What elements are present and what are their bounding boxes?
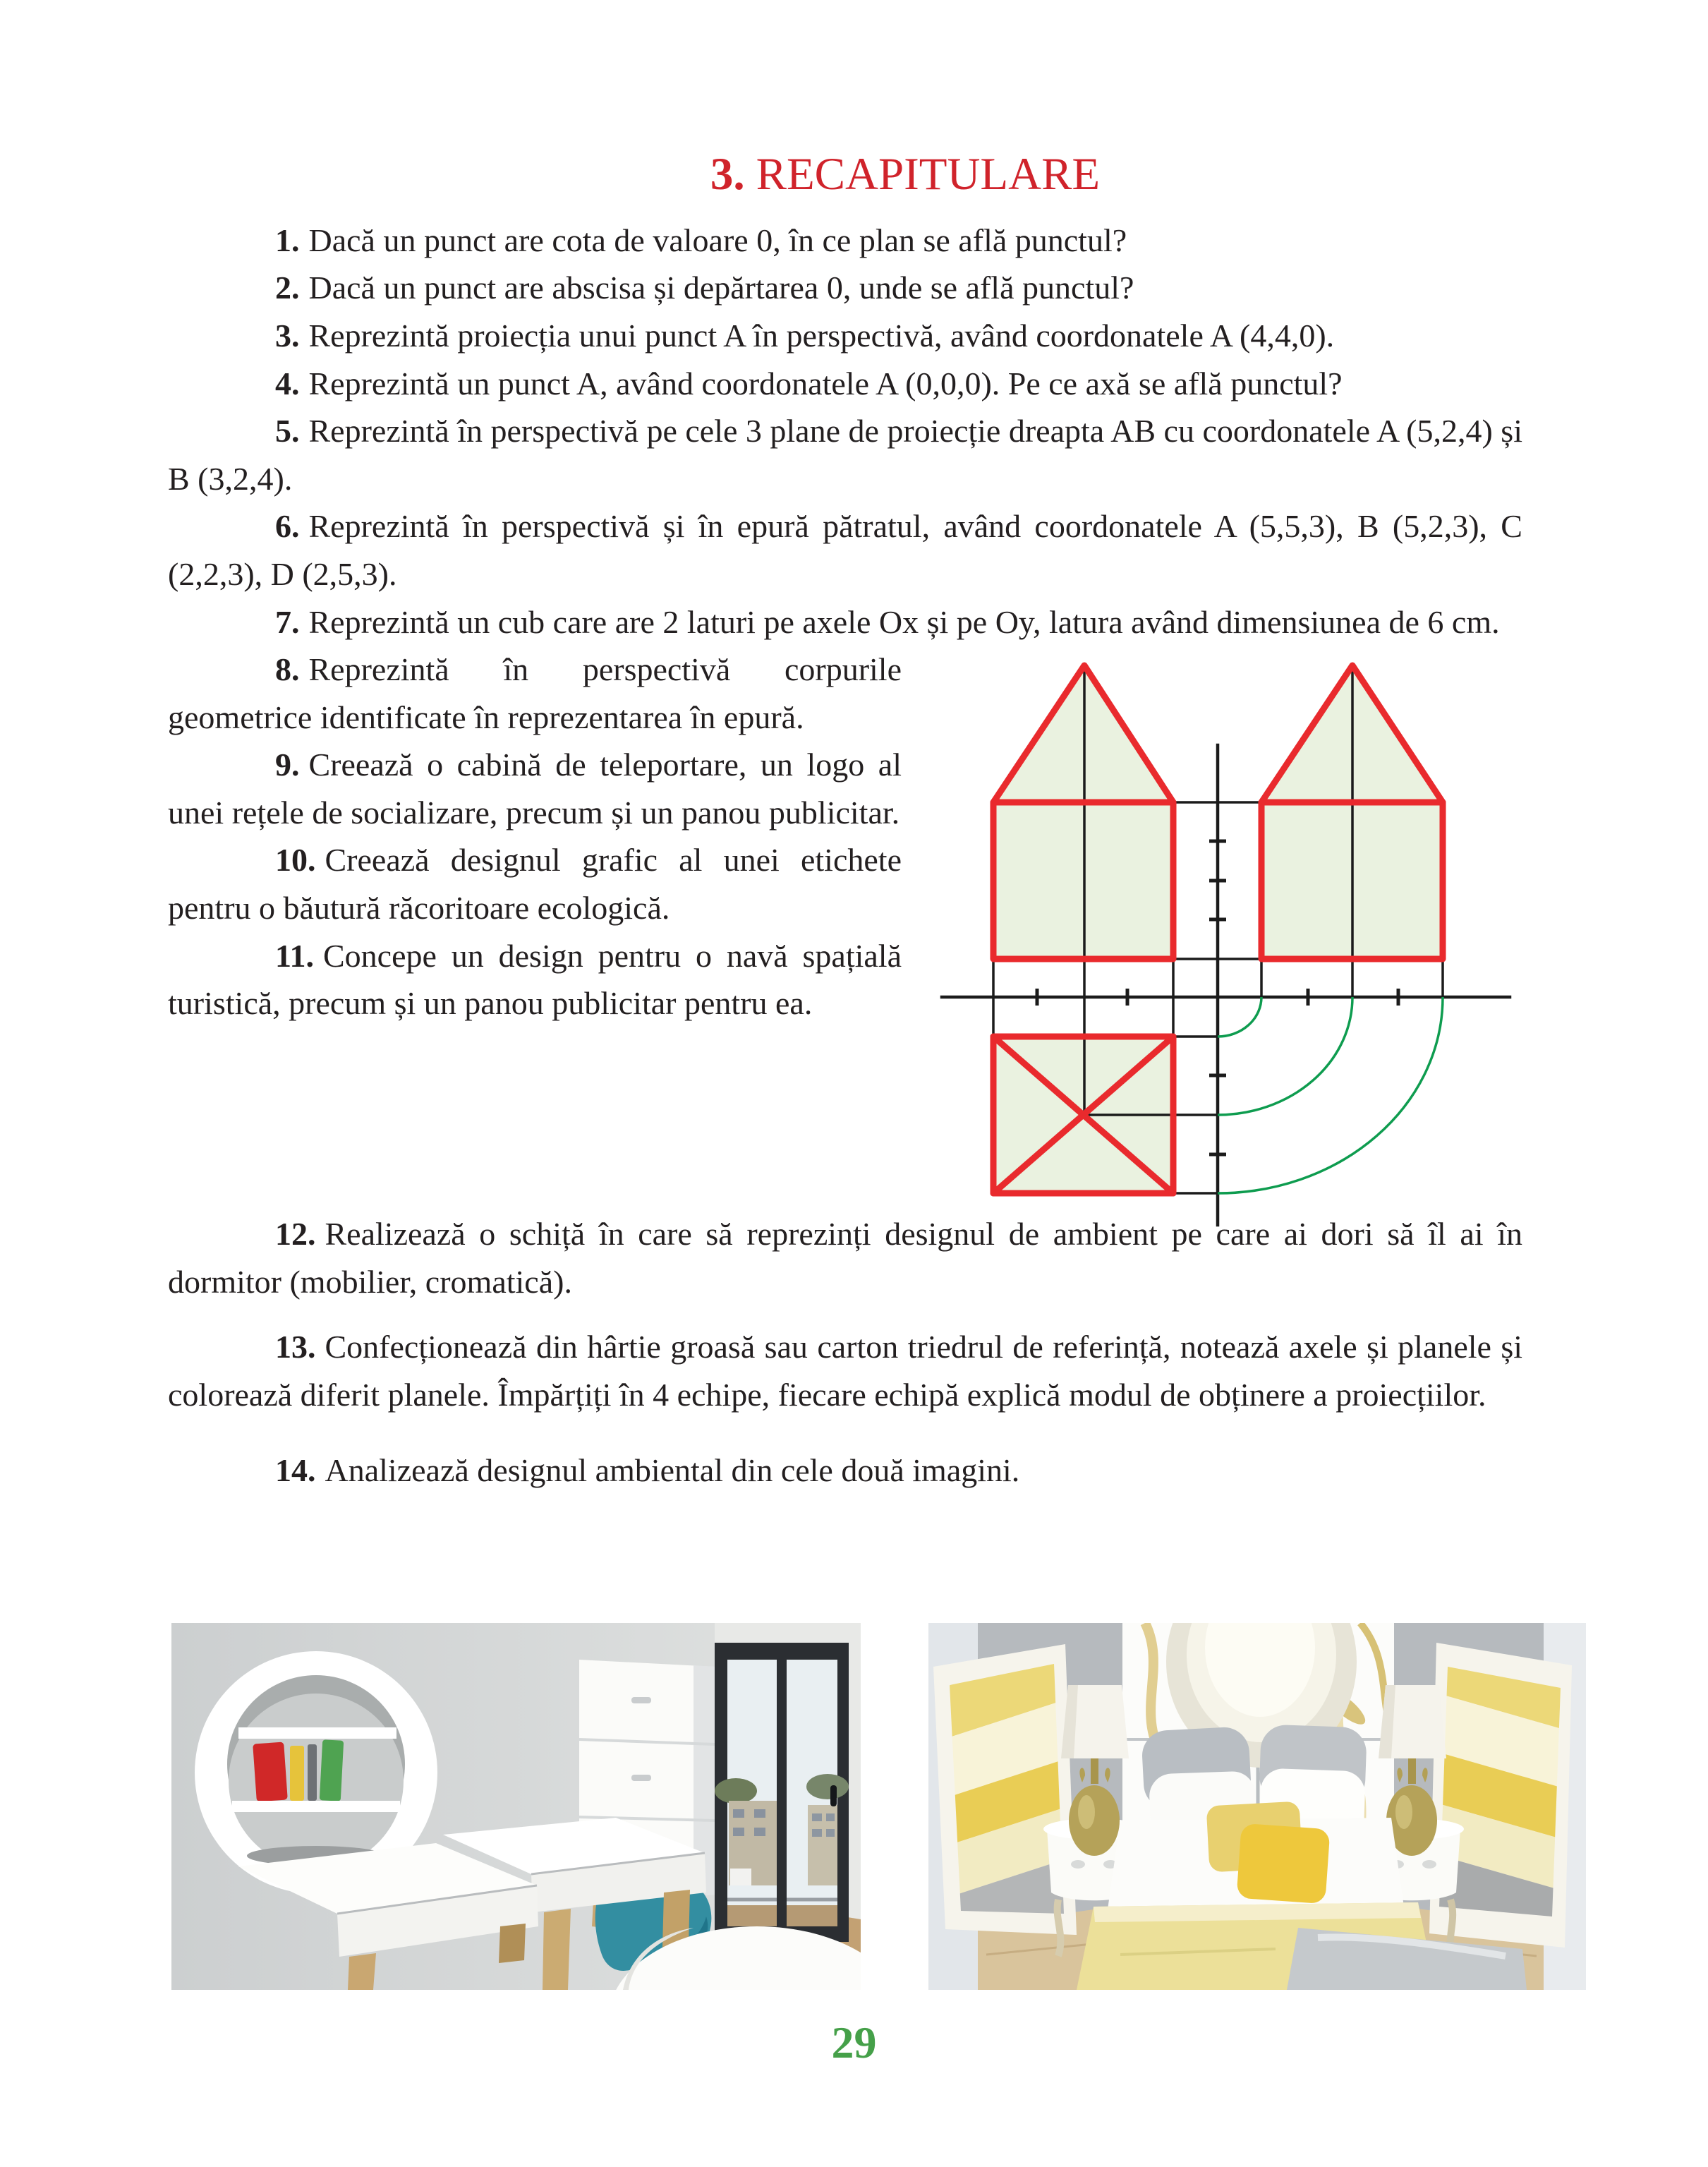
nightstand-leg bbox=[1058, 1900, 1061, 1956]
bedroom-illustration bbox=[909, 1623, 1598, 1990]
fold-axis bbox=[1209, 745, 1226, 1225]
exercise-text: Concepe un design pentru o navă spațială turistică, precum și un panou publicitar pentru ea. bbox=[168, 937, 902, 1022]
lamp-base bbox=[1069, 1785, 1120, 1856]
drawer-handle bbox=[631, 1775, 651, 1781]
ac-unit bbox=[730, 1869, 751, 1885]
exercise-number: 8. bbox=[275, 651, 300, 688]
exercise-4 bbox=[168, 360, 1522, 408]
table-leg bbox=[348, 1953, 376, 1990]
exercise-text: Dacă un punct are abscisa și depărtarea 0, unde se află punctul? bbox=[308, 270, 1134, 306]
exercise-text: Reprezintă un cub care are 2 laturi pe axele Ox și pe Oy, latura având dimensiunea de 6 cm. bbox=[308, 603, 1500, 640]
exercise-2 bbox=[168, 264, 1522, 312]
exercise-number: 5. bbox=[275, 413, 300, 449]
page-title bbox=[168, 148, 1522, 201]
exercise-number: 3. bbox=[275, 317, 300, 354]
page-number: 29 bbox=[831, 2017, 877, 2068]
balcony-door bbox=[715, 1643, 849, 1942]
exercise-text: Confecționează din hârtie groasă sau carton triedrul de referință, notează axele și planele și colorează diferit planele. Împărțiți în 4 echipe, fiecare echipă explică modul de obținere a proiecțiilor. bbox=[168, 1329, 1522, 1413]
bright-yellow-cushion bbox=[1236, 1823, 1330, 1905]
exercise-text: Reprezintă în perspectivă pe cele 3 plane de proiecție dreapta AB cu coordonatele A (5,2,4) și B (3,2,4). bbox=[168, 413, 1522, 497]
exercise-number: 7. bbox=[275, 603, 300, 640]
exercise-14 bbox=[168, 1447, 1522, 1495]
exercise-number: 10. bbox=[275, 842, 316, 879]
exercise-number: 6. bbox=[275, 508, 300, 545]
exercise-7 bbox=[168, 598, 1522, 646]
exercise-text: Reprezintă în perspectivă și în epură pătratul, având coordonatele A (5,5,3), B (5,2,3), C (2,2,3), D (2,5,3). bbox=[168, 508, 1522, 592]
exercise-number: 9. bbox=[275, 747, 300, 783]
exercise-3 bbox=[168, 312, 1522, 360]
exercise-number: 2. bbox=[275, 270, 300, 306]
drawer-handle bbox=[631, 1697, 651, 1703]
exercise-1 bbox=[168, 217, 1522, 265]
exercise-text: Reprezintă proiecția unui punct A în perspectivă, având coordonatele A (4,4,0). bbox=[308, 317, 1335, 354]
table-leg bbox=[543, 1909, 571, 1990]
shelf-board bbox=[238, 1727, 396, 1739]
gray-book bbox=[308, 1744, 317, 1801]
title-label: RECAPITULARE bbox=[756, 149, 1101, 200]
red-book bbox=[253, 1742, 288, 1802]
exercise-number: 4. bbox=[275, 365, 300, 402]
exercise-13 bbox=[168, 1323, 1522, 1418]
green-book bbox=[320, 1739, 344, 1801]
exercise-6 bbox=[168, 502, 1522, 598]
exercise-text: Analizează designul ambiental din cele două imagini. bbox=[325, 1452, 1020, 1489]
exercise-text: Reprezintă un punct A, având coordonatele A (0,0,0). Pe ce axă se află punctul? bbox=[308, 365, 1343, 402]
exercise-text: Reprezintă în perspectivă corpurile geometrice identificate în reprezentarea în epură. bbox=[168, 651, 902, 735]
exercise-text: Creează designul grafic al unei etichete pentru o băutură răcoritoare ecologică. bbox=[168, 842, 902, 926]
exercise-text: Dacă un punct are cota de valoare 0, în ce plan se află punctul? bbox=[308, 222, 1127, 258]
exercise-text: Creează o cabină de teleportare, un logo al unei rețele de socializare, precum și un panou publicitar. bbox=[168, 747, 902, 831]
exercise-text: Realizează o schiță în care să reprezinți designul de ambient pe care ai dori să îl ai în dormitor (mobilier, cromatică). bbox=[168, 1216, 1522, 1300]
transfer-arcs bbox=[1218, 997, 1443, 1193]
title-number: 3. bbox=[710, 149, 745, 200]
shelf-board bbox=[232, 1801, 400, 1812]
exercise-number: 11. bbox=[275, 937, 314, 974]
yellow-book bbox=[290, 1746, 304, 1801]
projection-figure bbox=[938, 656, 1559, 1235]
study-room-illustration bbox=[171, 1623, 861, 1990]
exercise-number: 14. bbox=[275, 1452, 316, 1489]
exercise-number: 1. bbox=[275, 222, 300, 258]
books bbox=[253, 1739, 344, 1801]
door-handle bbox=[830, 1785, 837, 1806]
exercise-number: 13. bbox=[275, 1329, 316, 1365]
exercise-5 bbox=[168, 407, 1522, 502]
table-leg bbox=[499, 1924, 526, 1963]
exercise-number: 12. bbox=[275, 1216, 316, 1252]
ox-axis bbox=[942, 989, 1510, 1006]
